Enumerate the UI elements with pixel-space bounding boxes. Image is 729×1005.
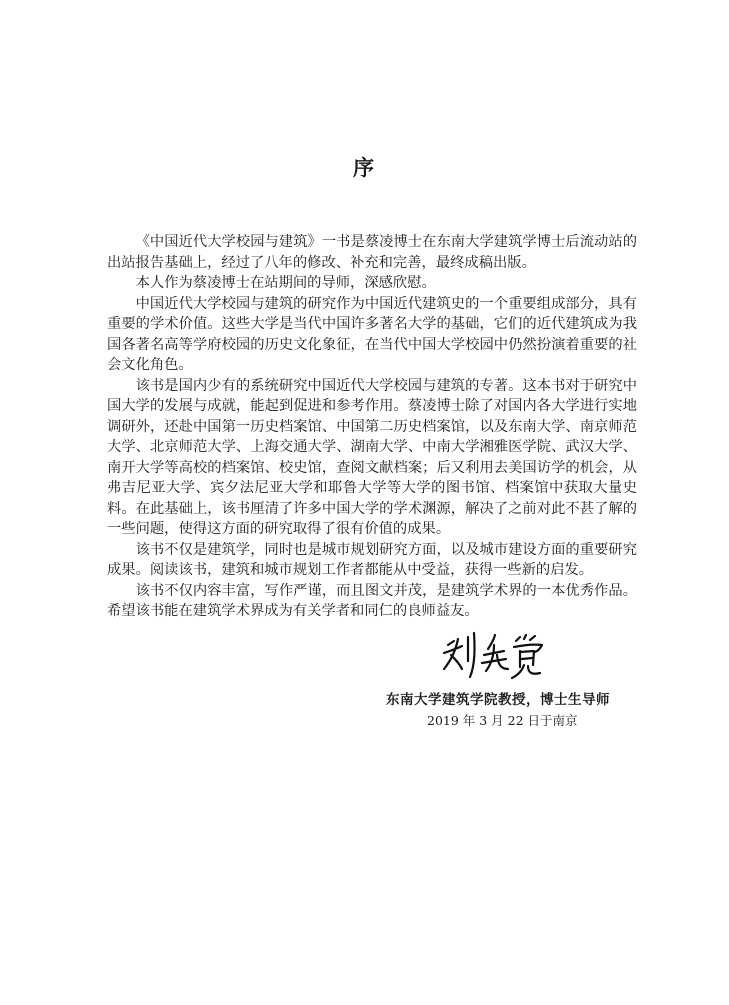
paragraph: 《中国近代大学校园与建筑》一书是蔡凌博士在东南大学建筑学博士后流动站的出站报告基础上，经过了八年的修改、补充和完善，最终成稿出版。 (107, 234, 637, 271)
page-title: 序 (353, 155, 376, 180)
paragraph: 该书不仅内容丰富，写作严谨，而且图文并茂，是建筑学术界的一本优秀作品。希望该书能在建筑学术界成为有关学者和同仁的良师益友。 (107, 582, 637, 619)
paragraph: 中国近代大学校园与建筑的研究作为中国近代建筑史的一个重要组成部分，具有重要的学术价值。这些大学是当代中国许多著名大学的基础，它们的近代建筑成为我国各著名高等学府校园的历史文化象征，在当代中国大学校园中仍然扮演着重要的社会文化角色。 (107, 295, 637, 373)
paragraph: 本人作为蔡凌博士在站期间的导师，深感欣慰。 (135, 275, 436, 291)
signing-date: 2019 年 3 月 22 日于南京 (427, 713, 578, 728)
preface-body (107, 232, 637, 622)
paragraph: 该书不仅是建筑学，同时也是城市规划研究方面，以及城市建设方面的重要研究成果。阅读该书，建筑和城市规划工作者都能从中受益，获得一些新的启发。 (107, 541, 637, 578)
handwritten-signature (440, 625, 550, 685)
paragraph: 该书是国内少有的系统研究中国近代大学校园与建筑的专著。这本书对于研究中国大学的发展与成就，能起到促进和参考作用。蔡凌博士除了对国内各大学进行实地调研外，还赴中国第一历史档案馆、中国第二历史档案馆，以及东南大学、南京师范大学、北京师范大学、上海交通大学、湖南大学、中南大学湘雅医学院、武汉大学、南开大学等高校的档案馆、校史馆，查阅文献档案；后又利用去美国访学的机会，从弗吉尼亚大学、宾夕法尼亚大学和耶鲁大学等大学的图书馆、档案馆中获取大量史料。在此基础上，该书厘清了许多中国大学的学术渊源，解决了之前对此不甚了解的一些问题，使得这方面的研究取得了很有价值的成果。 (107, 377, 637, 537)
author-affiliation: 东南大学建筑学院教授，博士生导师 (386, 692, 610, 708)
